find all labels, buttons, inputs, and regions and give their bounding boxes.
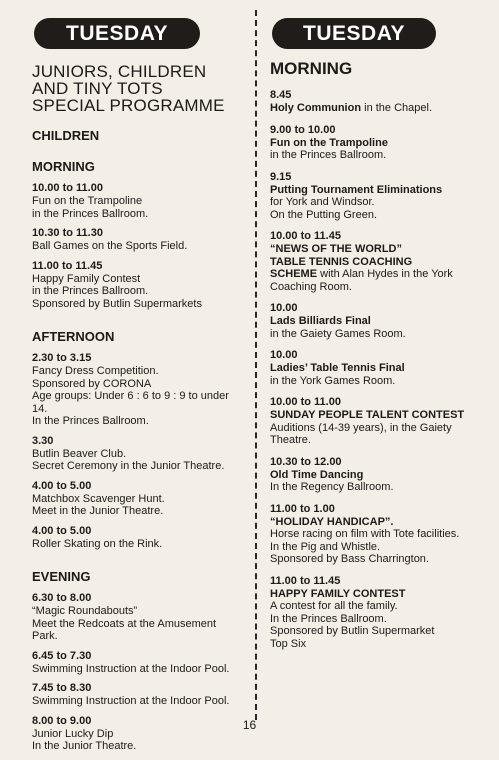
event-time: 11.00 to 1.00 [270, 502, 335, 515]
event-title: “HOLIDAY HANDICAP”. [270, 515, 394, 528]
event-line [270, 102, 490, 115]
event-line [270, 528, 490, 541]
entry-line: in the Princes Ballroom. [32, 285, 149, 297]
entry-time: 10.00 to 11.00 [32, 182, 103, 194]
event-title: Ladies’ Table Tennis Final [270, 362, 405, 374]
schedule-entry [32, 650, 245, 676]
event-line [270, 613, 490, 626]
event-entry [270, 171, 490, 222]
event-detail: Coaching Room. [270, 280, 352, 293]
event-detail: in the Chapel. [361, 102, 432, 114]
schedule-entry [32, 435, 245, 473]
event-title: “NEWS OF THE WORLD” [270, 243, 402, 255]
entry-line: in the Princes Ballroom. [32, 207, 149, 220]
entry-line: Junior Lucky Dip [32, 727, 114, 740]
entry-line: Matchbox Scavenger Hunt. [32, 492, 165, 505]
event-entry [270, 396, 490, 447]
entry-line: Fancy Dress Competition. [32, 365, 159, 377]
programme-title [32, 63, 245, 114]
event-time: 10.00 [270, 302, 298, 314]
entry-line: In the Princes Ballroom. [32, 415, 149, 427]
entry-line: Happy Family Contest [32, 272, 141, 285]
entry-time: 10.30 to 11.30 [32, 227, 103, 239]
entry-time: 8.00 to 9.00 [32, 714, 92, 727]
event-entry [270, 575, 490, 651]
right-column [268, 18, 490, 659]
event-title: Fun on the Trampoline [270, 136, 388, 149]
afternoon-schedule [30, 352, 245, 550]
event-line [270, 243, 490, 256]
event-line [270, 541, 490, 554]
schedule-entry [32, 182, 245, 220]
event-detail: for York and Windsor. [270, 196, 375, 208]
entry-line: Age groups: Under 6 : 6 to 9 : 9 to under [32, 390, 229, 402]
entry-line: 14. [32, 402, 48, 415]
event-detail: On the Putting Green. [270, 208, 378, 221]
event-time: 10.00 to 11.00 [270, 396, 341, 408]
morning-events [268, 89, 490, 650]
event-detail: In the Pig and Whistle. [270, 540, 381, 553]
entry-time: 4.00 to 5.00 [32, 479, 92, 492]
event-line [270, 638, 490, 651]
schedule-entry [32, 592, 245, 643]
section-label-children: CHILDREN [32, 128, 100, 143]
heading-morning-right: MORNING [270, 59, 353, 78]
event-title: Putting Tournament Eliminations [270, 183, 443, 196]
event-line [270, 625, 490, 638]
event-line [270, 281, 490, 294]
entry-line: Ball Games on the Sports Field. [32, 240, 188, 252]
event-entry [270, 302, 490, 340]
event-entry [270, 230, 490, 293]
event-line [270, 315, 490, 328]
event-detail: in the Gaiety Games Room. [270, 327, 406, 340]
event-detail: In the Regency Ballroom. [270, 481, 394, 493]
entry-line: Park. [32, 630, 58, 642]
entry-time: 6.45 to 7.30 [32, 649, 92, 662]
event-line [270, 209, 490, 222]
event-entry [270, 456, 490, 494]
entry-line: Meet the Redcoats at the Amusement [32, 617, 217, 630]
schedule-entry [32, 525, 245, 551]
entry-line: Secret Ceremony in the Junior Theatre. [32, 460, 225, 472]
event-line [270, 328, 490, 341]
entry-time: 4.00 to 5.00 [32, 524, 92, 537]
schedule-entry [32, 227, 245, 253]
entry-time: 3.30 [32, 434, 54, 447]
event-time: 10.00 to 11.45 [270, 230, 341, 242]
column-divider [255, 10, 257, 720]
event-detail: Top Six [270, 637, 307, 650]
event-title: Old Time Dancing [270, 468, 364, 481]
event-time: 9.15 [270, 170, 292, 183]
event-line [270, 469, 490, 482]
event-line [270, 422, 490, 435]
event-detail: Sponsored by Bass Charrington. [270, 553, 429, 565]
event-detail: with Alan Hydes in the York [317, 268, 453, 280]
event-detail: Sponsored by Butlin Supermarket [270, 625, 435, 637]
event-detail: Theatre. [270, 434, 311, 446]
entry-line: Swimming Instruction at the Indoor Pool. [32, 662, 230, 675]
event-line [270, 553, 490, 566]
entry-line: Sponsored by CORONA [32, 377, 152, 390]
event-line [270, 268, 490, 281]
entry-line: Fun on the Trampoline [32, 195, 143, 207]
event-title: SCHEME [270, 268, 318, 280]
morning-schedule [30, 182, 245, 310]
heading-afternoon: AFTERNOON [32, 329, 115, 344]
title-line: AND TINY TOTS [32, 79, 163, 98]
event-title: SUNDAY PEOPLE TALENT CONTEST [270, 409, 465, 421]
event-line [270, 516, 490, 529]
schedule-entry [32, 260, 245, 311]
entry-time: 11.00 to 11.45 [32, 259, 103, 272]
event-line [270, 409, 490, 422]
event-title: TABLE TENNIS COACHING [270, 255, 413, 268]
title-line: SPECIAL PROGRAMME [32, 96, 225, 115]
entry-line: “Magic Roundabouts” [32, 605, 138, 617]
entry-time: 6.30 to 8.00 [32, 592, 92, 604]
entry-line: Meet in the Junior Theatre. [32, 505, 164, 517]
event-time: 10.00 [270, 349, 298, 361]
heading-morning: MORNING [32, 159, 95, 174]
event-entry [270, 349, 490, 387]
event-time: 8.45 [270, 89, 292, 101]
event-line [270, 375, 490, 388]
event-line [270, 149, 490, 162]
title-line: JUNIORS, CHILDREN [32, 62, 207, 81]
heading-evening: EVENING [32, 569, 91, 584]
schedule-entry [32, 682, 245, 708]
event-detail: A contest for all the family. [270, 600, 398, 612]
entry-time: 7.45 to 8.30 [32, 682, 92, 694]
event-line [270, 256, 490, 269]
entry-time: 2.30 to 3.15 [32, 352, 92, 364]
event-line [270, 481, 490, 494]
event-entry [270, 124, 490, 162]
event-time: 11.00 to 11.45 [270, 574, 341, 587]
event-line [270, 137, 490, 150]
event-detail: in the York Games Room. [270, 374, 396, 387]
event-line [270, 362, 490, 375]
event-title: HAPPY FAMILY CONTEST [270, 587, 406, 600]
entry-line: Roller Skating on the Rink. [32, 537, 163, 550]
event-line [270, 600, 490, 613]
event-title: Lads Billiards Final [270, 315, 371, 327]
event-entry [270, 503, 490, 566]
event-detail: Horse racing on film with Tote facilities. [270, 528, 460, 540]
event-line [270, 588, 490, 601]
day-banner-left: TUESDAY [34, 18, 200, 49]
event-line [270, 196, 490, 209]
entry-line: Sponsored by Butlin Supermarkets [32, 297, 202, 310]
event-entry [270, 89, 490, 115]
event-detail: in the Princes Ballroom. [270, 149, 387, 161]
event-detail: Auditions (14-39 years), in the Gaiety [270, 421, 452, 434]
schedule-entry [32, 480, 245, 518]
entry-line: Butlin Beaver Club. [32, 447, 127, 460]
schedule-entry [32, 352, 245, 428]
entry-line: Swimming Instruction at the Indoor Pool. [32, 695, 230, 707]
day-banner-right: TUESDAY [272, 18, 436, 49]
event-time: 9.00 to 10.00 [270, 123, 336, 136]
entry-line: In the Junior Theatre. [32, 740, 137, 752]
event-line [270, 184, 490, 197]
left-column [30, 18, 245, 760]
event-detail: In the Princes Ballroom. [270, 612, 387, 625]
event-title: Holy Communion [270, 102, 362, 114]
event-line [270, 434, 490, 447]
page-number: 16 [242, 718, 257, 732]
event-time: 10.30 to 12.00 [270, 455, 342, 468]
